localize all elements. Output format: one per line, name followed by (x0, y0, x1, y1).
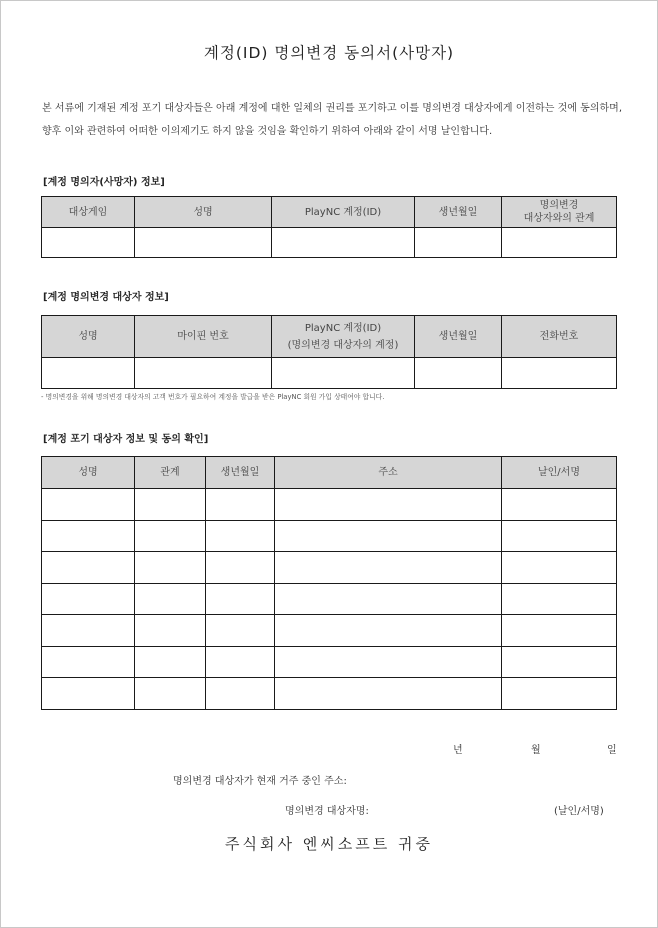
table-row (42, 228, 617, 258)
company-addressee: 주식회사 엔씨소프트 귀중 (225, 835, 433, 853)
input-cell[interactable] (42, 228, 135, 258)
input-cell[interactable] (502, 615, 617, 647)
input-cell[interactable] (135, 552, 206, 584)
input-cell[interactable] (415, 358, 502, 389)
input-cell[interactable] (502, 646, 617, 678)
input-cell[interactable] (275, 646, 502, 678)
table-row (42, 678, 617, 710)
table-row (42, 583, 617, 615)
table-header-row (42, 197, 617, 228)
section-recipient-heading: [계정 명의변경 대상자 정보] (43, 292, 169, 303)
section-deceased-heading: [계정 명의자(사망자) 정보] (43, 177, 165, 188)
input-cell[interactable] (502, 520, 617, 552)
input-cell[interactable] (206, 552, 275, 584)
col-header-relation (502, 197, 617, 228)
document-title: 계정(ID) 명의변경 동의서(사망자) (203, 44, 455, 62)
input-cell[interactable] (135, 646, 206, 678)
table-row (42, 646, 617, 678)
input-cell[interactable] (502, 228, 617, 258)
col-header-game: 대상게임 (42, 197, 135, 228)
date-month-label: 월 (531, 745, 541, 756)
sign-label: (날인/서명) (554, 806, 604, 817)
input-cell[interactable] (135, 489, 206, 521)
input-cell[interactable] (42, 678, 135, 710)
deceased-info-table (41, 196, 617, 258)
input-cell[interactable] (42, 646, 135, 678)
input-cell[interactable] (135, 583, 206, 615)
input-cell[interactable] (502, 552, 617, 584)
col-header-mypin: 마이핀 번호 (135, 316, 272, 358)
input-cell[interactable] (272, 228, 415, 258)
input-cell[interactable] (135, 358, 272, 389)
table-row (42, 552, 617, 584)
input-cell[interactable] (502, 583, 617, 615)
input-cell[interactable] (135, 678, 206, 710)
recipient-info-table (41, 315, 617, 389)
date-day-label: 일 (607, 745, 617, 756)
input-cell[interactable] (135, 615, 206, 647)
col-header-birthdate: 생년월일 (206, 457, 275, 489)
col-header-account-line1: PlayNC 계정(ID) (304, 322, 382, 334)
input-cell[interactable] (206, 520, 275, 552)
input-cell[interactable] (42, 583, 135, 615)
col-header-signature: 날인/서명 (502, 457, 617, 489)
input-cell[interactable] (206, 678, 275, 710)
col-header-account: PlayNC 계정(ID) (272, 197, 415, 228)
col-header-account-line2: (명의변경 대상자의 계정) (287, 339, 399, 351)
col-header-relation-line2: 대상자와의 관계 (523, 213, 595, 224)
input-cell[interactable] (135, 228, 272, 258)
col-header-phone: 전화번호 (502, 316, 617, 358)
input-cell[interactable] (275, 552, 502, 584)
table-header-row (42, 316, 617, 358)
table-row (42, 520, 617, 552)
table-row (42, 489, 617, 521)
waiver-table (41, 456, 617, 710)
recipient-name-label: 명의변경 대상자명: (285, 806, 369, 817)
table-header-row (42, 457, 617, 489)
input-cell[interactable] (275, 520, 502, 552)
input-cell[interactable] (502, 678, 617, 710)
address-label: 명의변경 대상자가 현재 거주 중인 주소: (173, 776, 347, 787)
input-cell[interactable] (42, 489, 135, 521)
input-cell[interactable] (42, 358, 135, 389)
table-row (42, 615, 617, 647)
col-header-name: 성명 (42, 316, 135, 358)
input-cell[interactable] (275, 583, 502, 615)
input-cell[interactable] (42, 615, 135, 647)
col-header-address: 주소 (275, 457, 502, 489)
input-cell[interactable] (206, 583, 275, 615)
input-cell[interactable] (206, 646, 275, 678)
col-header-birthdate: 생년월일 (415, 316, 502, 358)
col-header-relation: 관계 (135, 457, 206, 489)
input-cell[interactable] (272, 358, 415, 389)
date-year-label: 년 (453, 745, 463, 756)
intro-paragraph: 본 서류에 기재된 계정 포기 대상자들은 아래 계정에 대한 일체의 권리를 포기하고 이를 명의변경 대상자에게 이전하는 것에 동의하며, 향후 이와 관련하여 어떠한 이의제기도 하지 않을 것임을 확인하기 위하여 아래와 같이 서명 날인합니다. (42, 103, 622, 137)
col-header-name: 성명 (42, 457, 135, 489)
recipient-note: - 명의변경을 위해 명의변경 대상자의 고객 번호가 필요하여 계정을 발급을 받은 PlayNC 회원 가입 상태여야 합니다. (41, 393, 385, 401)
input-cell[interactable] (135, 520, 206, 552)
input-cell[interactable] (275, 678, 502, 710)
input-cell[interactable] (275, 489, 502, 521)
input-cell[interactable] (275, 615, 502, 647)
section-waiver-heading: [계정 포기 대상자 정보 및 동의 확인] (43, 434, 209, 445)
col-header-relation-line1: 명의변경 (539, 200, 579, 211)
input-cell[interactable] (502, 358, 617, 389)
input-cell[interactable] (502, 489, 617, 521)
input-cell[interactable] (42, 552, 135, 584)
input-cell[interactable] (415, 228, 502, 258)
col-header-account (272, 316, 415, 358)
input-cell[interactable] (206, 489, 275, 521)
col-header-name: 성명 (135, 197, 272, 228)
input-cell[interactable] (42, 520, 135, 552)
input-cell[interactable] (206, 615, 275, 647)
table-row (42, 358, 617, 389)
col-header-birthdate: 생년월일 (415, 197, 502, 228)
